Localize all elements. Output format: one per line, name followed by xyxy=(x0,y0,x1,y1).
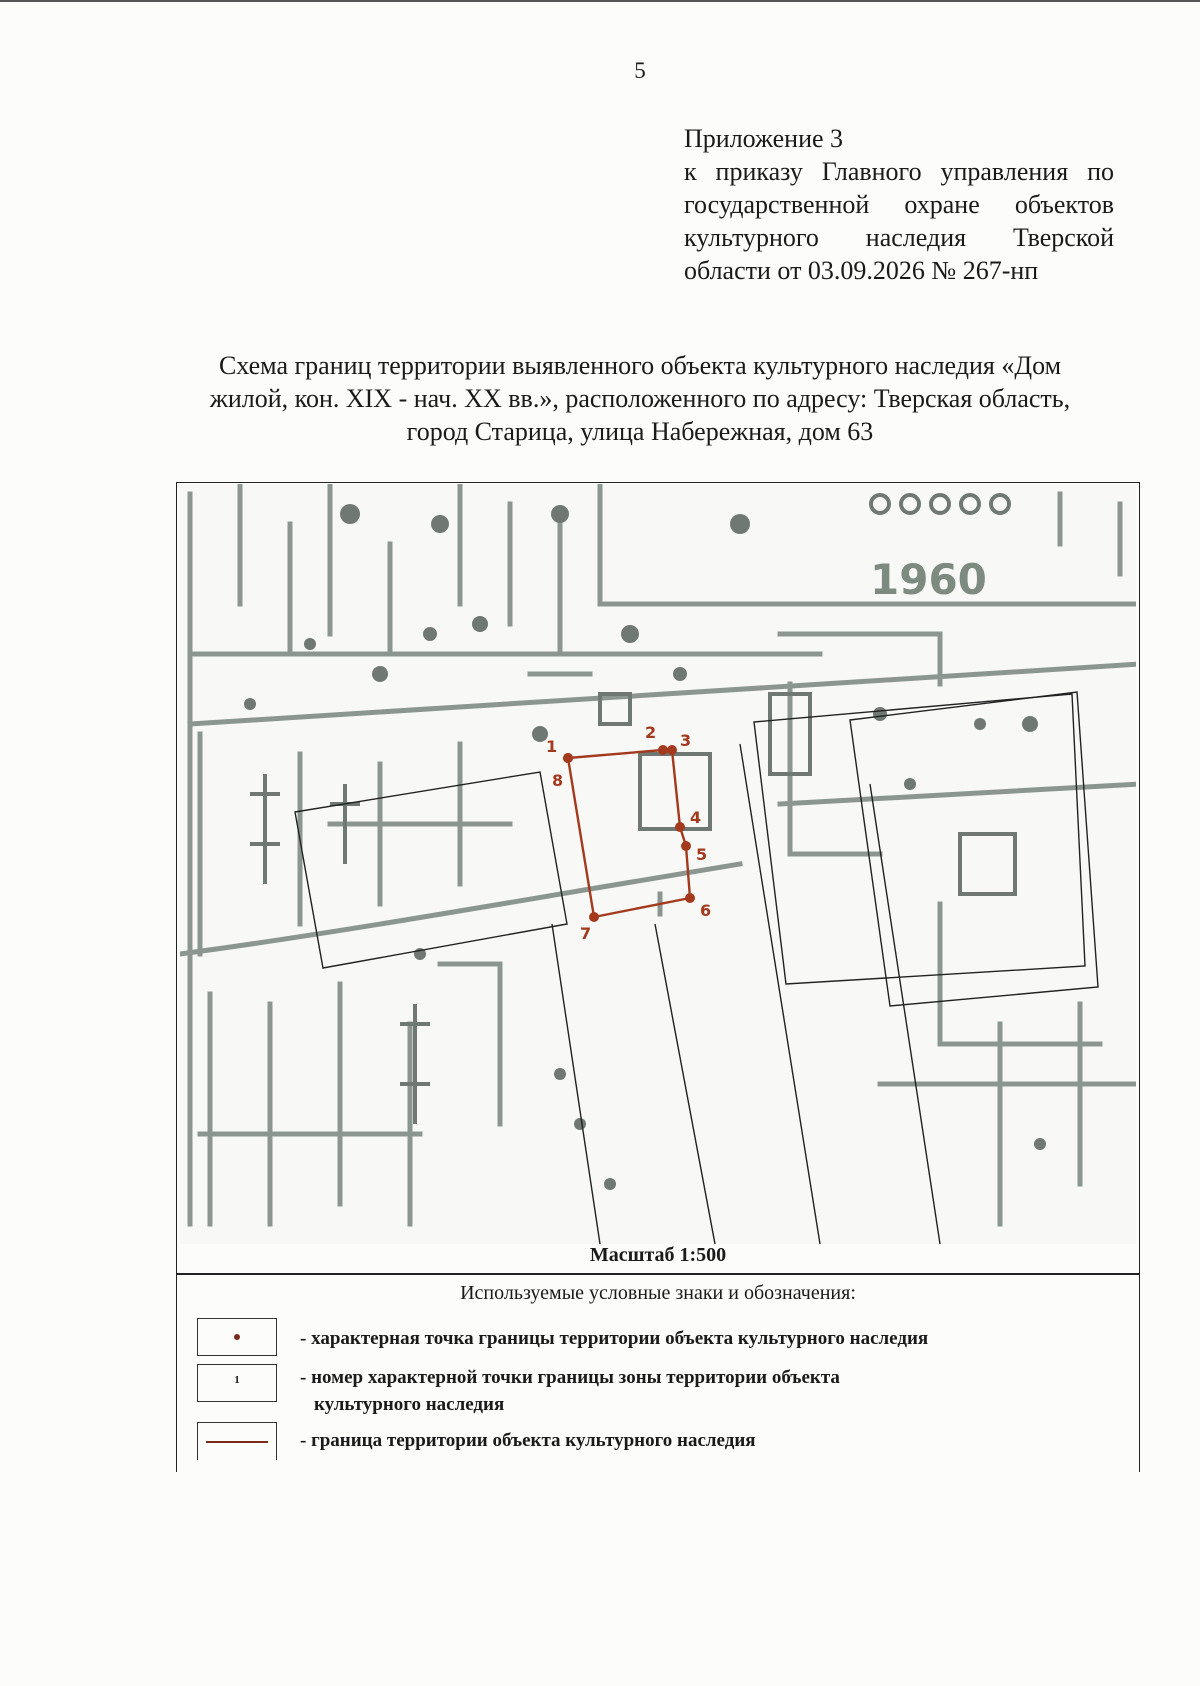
legend-number-text-line-1: - номер характерной точки границы зоны территории объекта xyxy=(300,1367,840,1388)
legend-point-text: - характерная точка границы территории объекта культурного наследия xyxy=(300,1328,929,1349)
boundary-point-label-1: 1 xyxy=(546,737,558,756)
legend-number-symbol xyxy=(197,1364,277,1402)
appendix-line-5: области от 03.09.2026 № 267-нп xyxy=(684,256,1039,285)
cadastral-map xyxy=(180,484,1136,1244)
boundary-point-label-2: 2 xyxy=(645,723,657,742)
legend-point-symbol xyxy=(197,1318,277,1356)
legend-number-sample: 1 xyxy=(234,1374,240,1386)
title-line-2: жилой, кон. XIX - нач. XX вв.», расположенного по адресу: Тверская область, xyxy=(209,384,1071,413)
boundary-point-label-6: 6 xyxy=(700,901,712,920)
boundary-point-8 xyxy=(563,753,573,763)
scan-top-edge xyxy=(0,0,1200,2)
boundary-point-label-8: 8 xyxy=(552,771,564,790)
legend-dot-icon xyxy=(234,1334,240,1340)
document-title xyxy=(150,349,1130,448)
legend-line-symbol xyxy=(197,1422,277,1460)
boundary-point-7 xyxy=(589,912,599,922)
map-grey-number: 1960 xyxy=(870,555,987,604)
legend-divider xyxy=(176,1273,1140,1275)
boundary-point-label-3: 3 xyxy=(680,731,692,750)
boundary-point-4 xyxy=(675,822,685,832)
legend-number-text xyxy=(300,1364,840,1418)
boundary-point-5 xyxy=(681,841,691,851)
appendix-line-1: Приложение 3 xyxy=(684,124,844,153)
title-line-1: Схема границ территории выявленного объекта культурного наследия «Дом xyxy=(218,351,1062,380)
legend-number-text-line-2: культурного наследия xyxy=(314,1394,505,1415)
boundary-point-6 xyxy=(685,893,695,903)
appendix-line-4: культурного наследия Тверской xyxy=(684,223,1114,252)
appendix-line-3: государственной охране объектов xyxy=(684,190,1114,219)
boundary-point-3 xyxy=(667,745,677,755)
boundary-point-label-5: 5 xyxy=(696,845,708,864)
boundary-point-label-4: 4 xyxy=(690,808,702,827)
appendix-header xyxy=(684,122,1114,287)
appendix-line-2: к приказу Главного управления по xyxy=(684,157,1114,186)
legend-title: Используемые условные знаки и обозначения: xyxy=(460,1282,856,1304)
boundary-point-label-7: 7 xyxy=(580,924,592,943)
map-scale: Масштаб 1:500 xyxy=(589,1244,727,1266)
legend-line-sample xyxy=(206,1441,268,1443)
boundary-point-2 xyxy=(658,745,668,755)
legend-line-text: - граница территории объекта культурного наследия xyxy=(300,1430,756,1451)
title-line-3: город Старица, улица Набережная, дом 63 xyxy=(406,417,874,446)
page-number: 5 xyxy=(634,58,646,83)
